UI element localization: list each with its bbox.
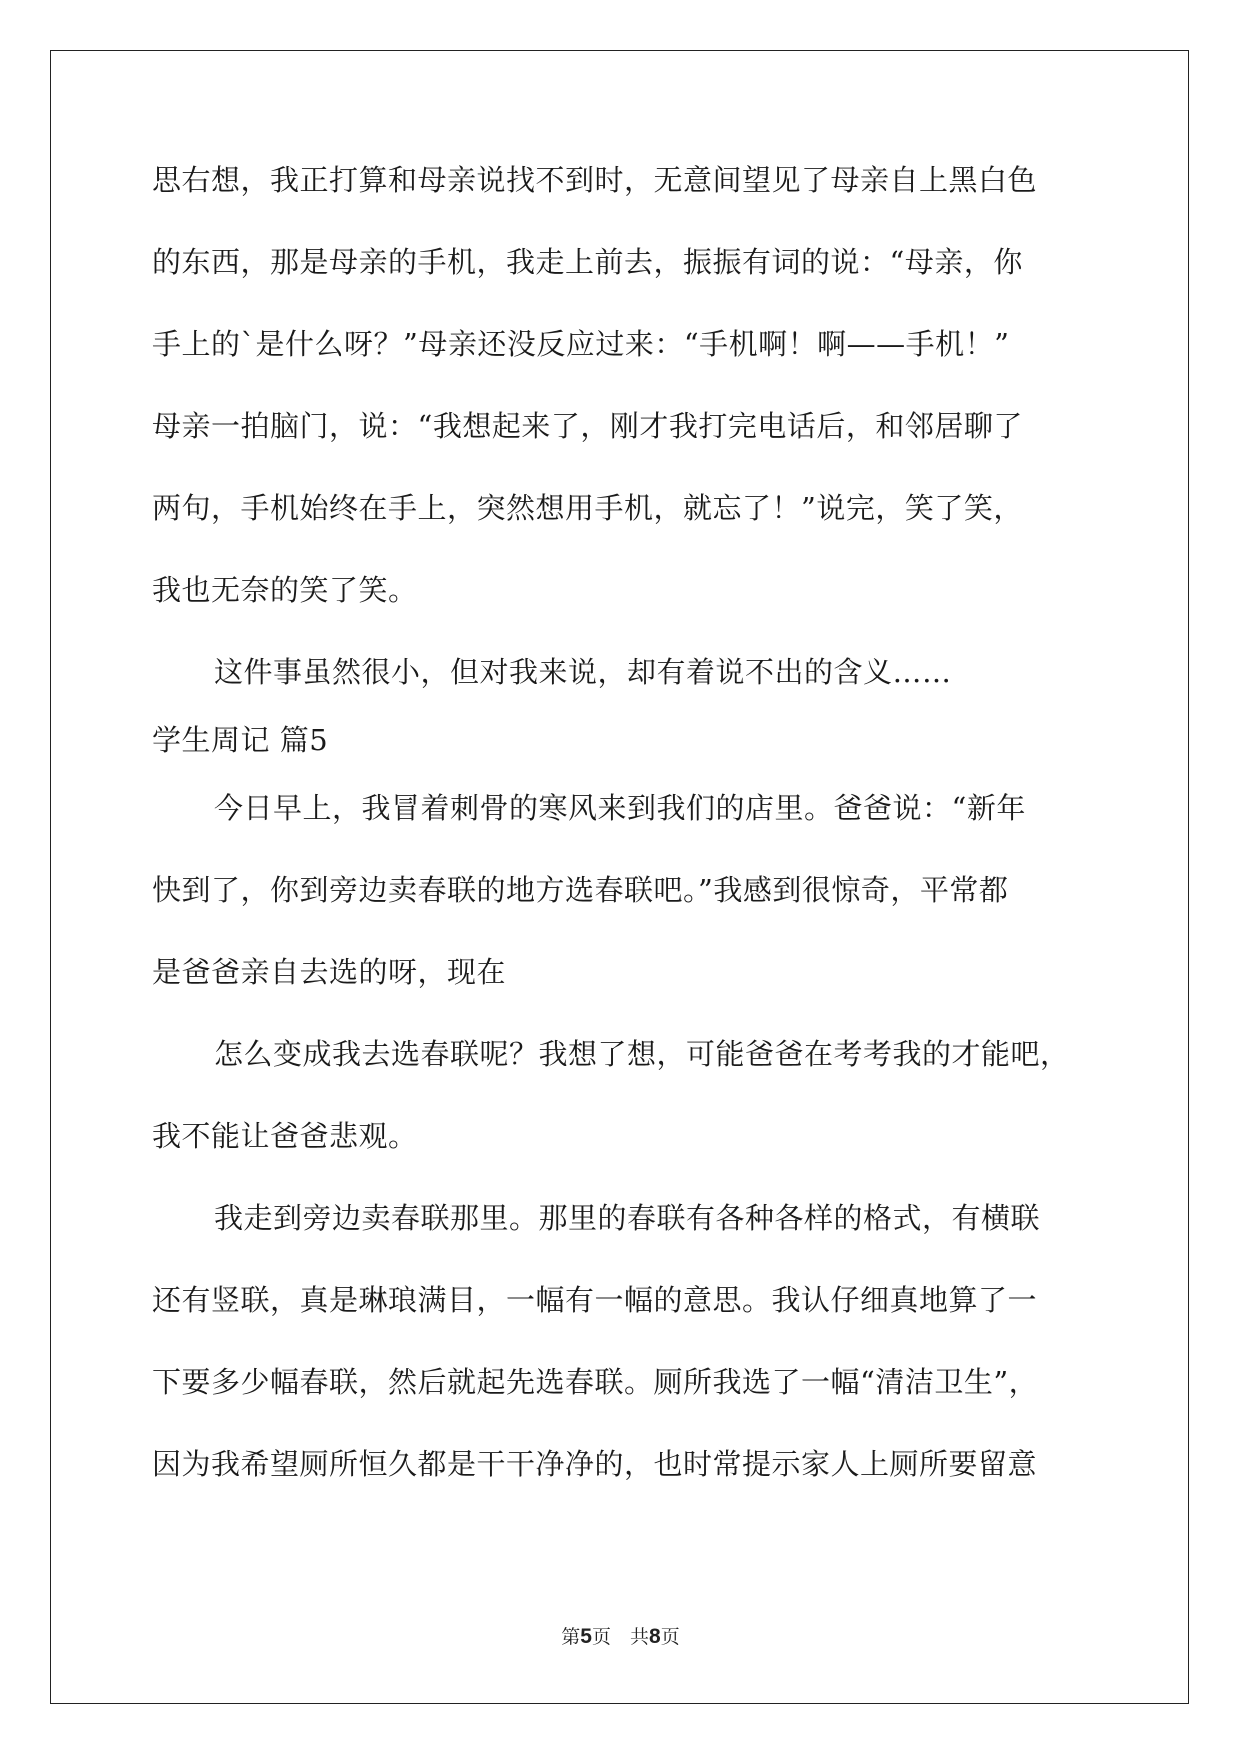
total-pages-number: 8 (649, 1625, 661, 1648)
text-line: 快到了，你到旁边卖春联的地方选春联吧。”我感到很惊奇，平常都 (152, 873, 1009, 907)
text-line: 思右想，我正打算和母亲说找不到时，无意间望见了母亲自上黑白色 (152, 163, 1038, 197)
text-line: 我不能让爸爸悲观。 (152, 1119, 418, 1153)
footer-suffix: 页 (660, 1626, 680, 1648)
text-line: 我走到旁边卖春联那里。那里的春联有各种各样的格式，有横联 (214, 1201, 1041, 1235)
text-line: 因为我希望厕所恒久都是干干净净的，也时常提示家人上厕所要留意 (152, 1447, 1038, 1481)
text-line: 还有竖联，真是琳琅满目，一幅有一幅的意思。我认仔细真地算了一 (152, 1283, 1038, 1317)
current-page-number: 5 (580, 1625, 592, 1648)
text-line: 今日早上，我冒着刺骨的寒风来到我们的店里。爸爸说：“新年 (214, 791, 1026, 825)
text-line: 怎么变成我去选春联呢？我想了想，可能爸爸在考考我的才能吧， (214, 1037, 1070, 1071)
text-line: 我也无奈的笑了笑。 (152, 573, 418, 607)
footer-prefix: 第 (561, 1626, 581, 1648)
section-heading: 学生周记 篇5 (152, 723, 329, 757)
footer-middle: 页 共 (591, 1626, 649, 1648)
text-line: 两句，手机始终在手上，突然想用手机，就忘了！”说完，笑了笑， (152, 491, 1023, 525)
text-line: 是爸爸亲自去选的呀，现在 (152, 955, 507, 989)
text-line: 的东西，那是母亲的手机，我走上前去，振振有词的说：“母亲，你 (152, 245, 1023, 279)
document-body (152, 160, 1092, 1526)
text-line: 手上的`是什么呀？”母亲还没反应过来：“手机啊！啊——手机！” (152, 327, 1010, 361)
text-line: 这件事虽然很小，但对我来说，却有着说不出的含义…… (214, 655, 952, 689)
page-footer (0, 1622, 1241, 1649)
text-line: 下要多少幅春联，然后就起先选春联。厕所我选了一幅“清洁卫生”， (152, 1365, 1039, 1399)
text-line: 母亲一拍脑门，说：“我想起来了，刚才我打完电话后，和邻居聊了 (152, 409, 1023, 443)
